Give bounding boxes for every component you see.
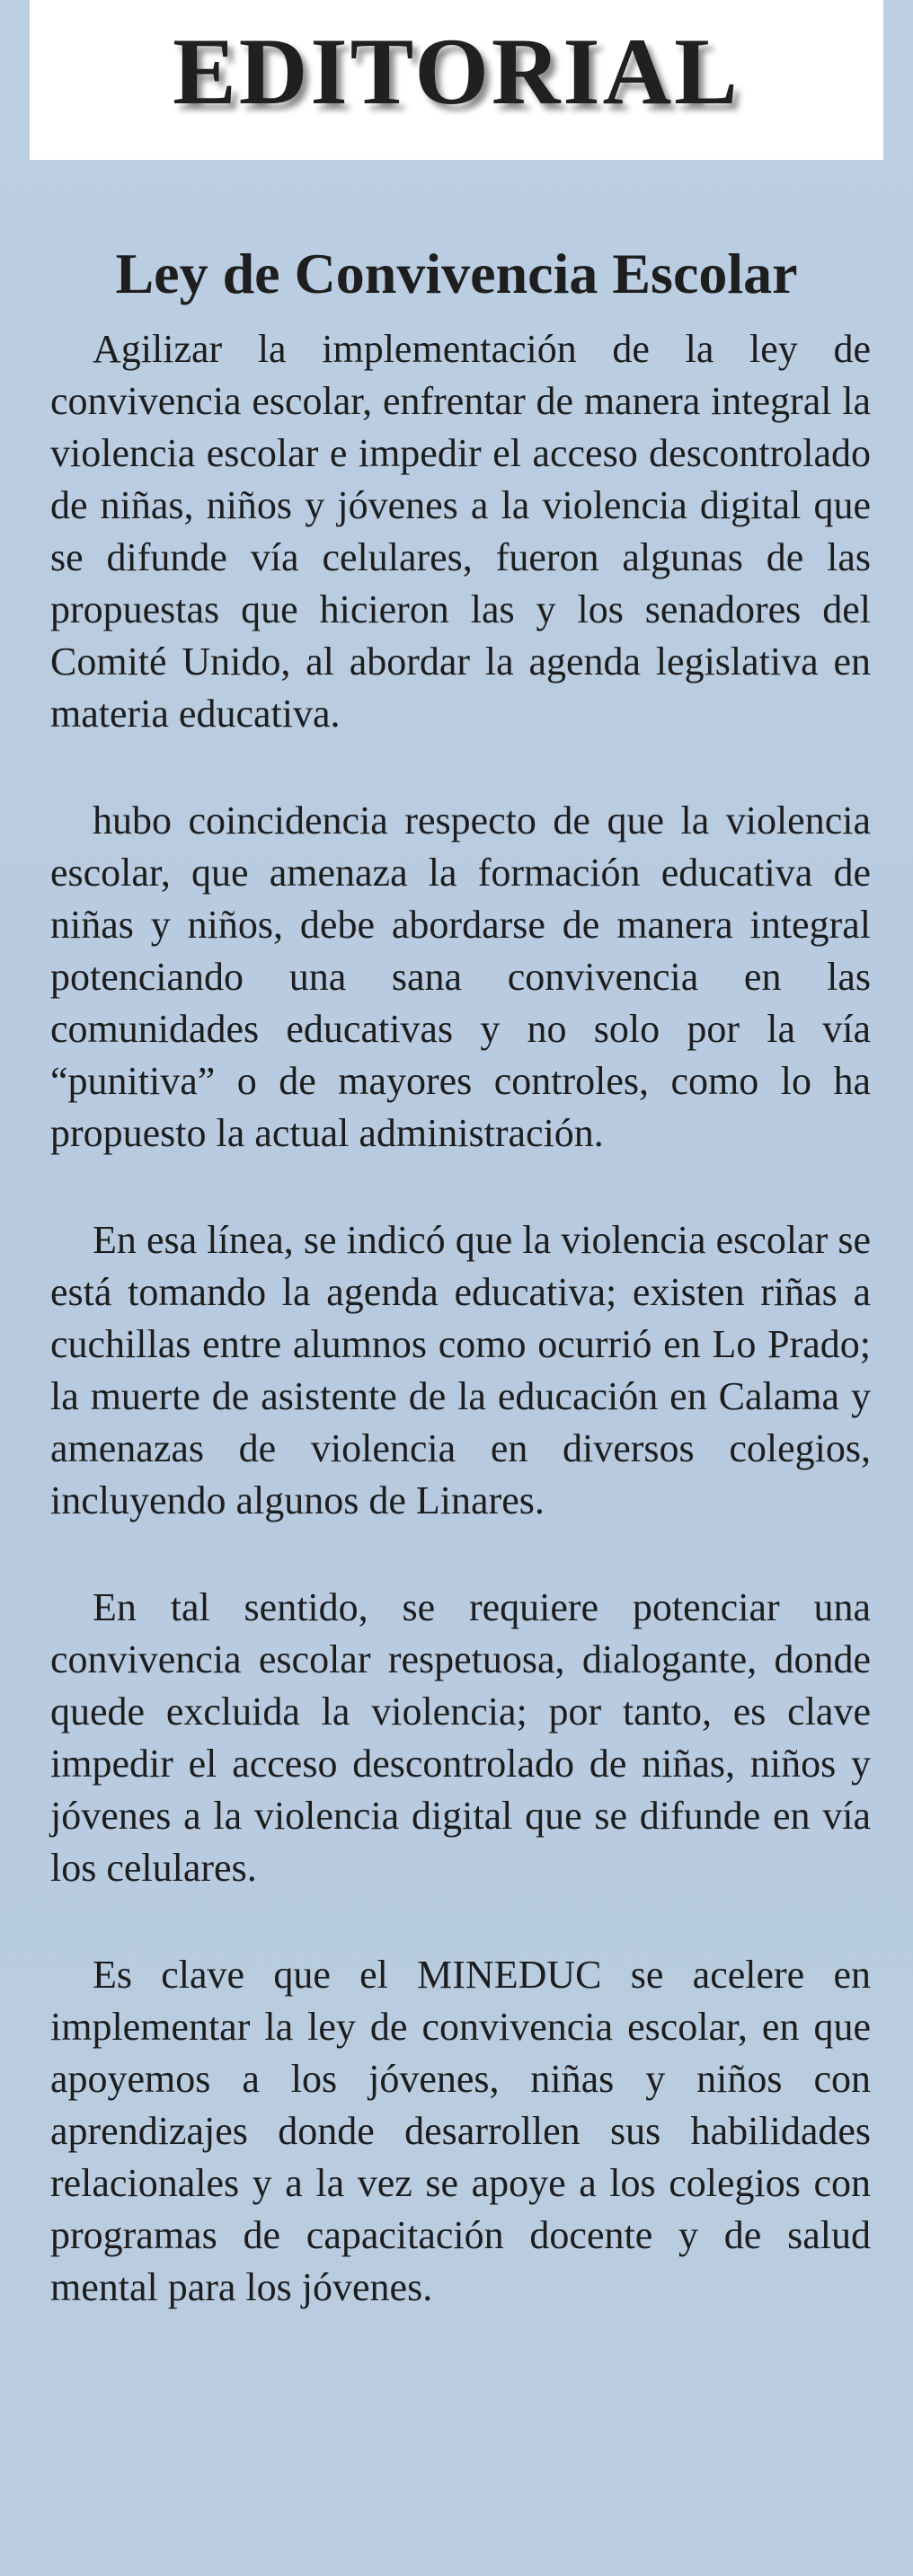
article-paragraph: hubo coincidencia respecto de que la violencia escolar, que amenaza la formación educativa de niñas y niños, debe abordarse de manera integral potenciando una sana convivencia en las comunidades educativas y no solo por la vía “punitiva” o de mayores controles, como lo ha propuesto la actual administración. (50, 798, 871, 1155)
article-paragraph: Agilizar la implementación de la ley de convivencia escolar, enfrentar de manera integral la violencia escolar e impedir el acceso descontrolado de niñas, niños y jóvenes a la violencia digital que se difunde vía celulares, fueron algunas de las propuestas que hicieron las y los senadores del Comité Unido, al abordar la agenda legislativa en materia educativa. (50, 327, 871, 736)
section-title: EDITORIAL (173, 19, 740, 124)
article-headline: Ley de Convivencia Escolar (115, 241, 798, 305)
article-paragraph: En esa línea, se indicó que la violencia escolar se está tomando la agenda educativa; existen riñas a cuchillas entre alumnos como ocurrió en Lo Prado; la muerte de asistente de la educación en Calama y amenazas de violencia en diversos colegios, incluyendo algunos de Linares. (50, 1218, 871, 1522)
article-paragraph: Es clave que el MINEDUC se acelere en implementar la ley de convivencia escolar, en que apoyemos a los jóvenes, niñas y niños con aprendizajes donde desarrollen sus habilidades relacionales y a la vez se apoye a los colegios con programas de capacitación docente y de salud mental para los jóvenes. (50, 1953, 871, 2309)
article-paragraph: En tal sentido, se requiere potenciar una convivencia escolar respetuosa, dialogante, donde quede excluida la violencia; por tanto, es clave impedir el acceso descontrolado de niñas, niños y jóvenes a la violencia digital que se difunde en vía los celulares. (50, 1585, 871, 1890)
masthead-banner (30, 0, 883, 160)
article-body (50, 323, 871, 2369)
